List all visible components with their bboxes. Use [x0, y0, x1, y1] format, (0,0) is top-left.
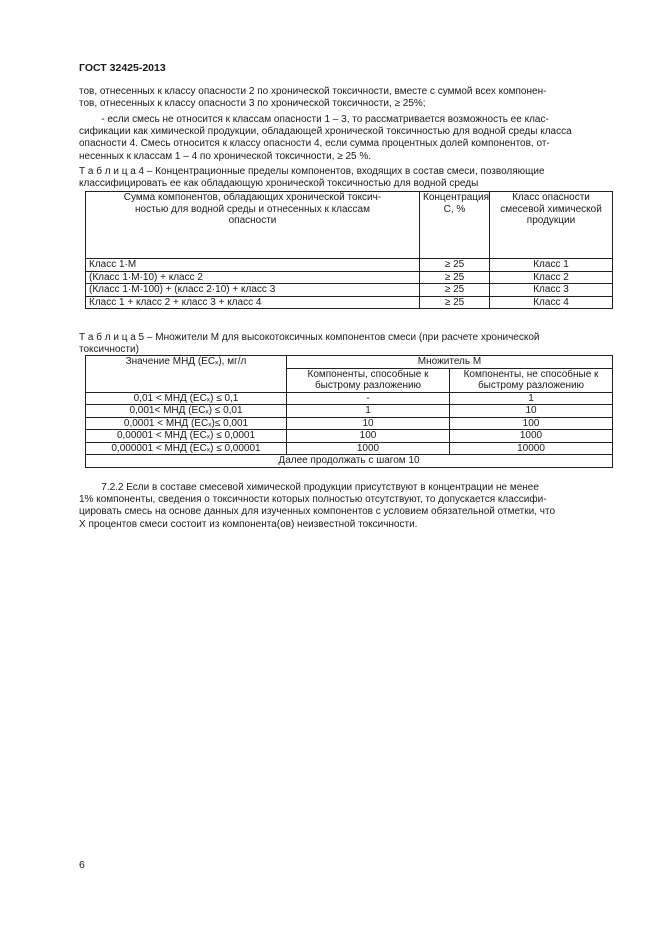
table-cell: Класс 2	[490, 271, 613, 284]
table-cell: 10000	[450, 442, 613, 455]
table4-caption	[79, 166, 545, 190]
text-line: X процентов смеси состоит из компонента(ов) неизвестной токсичности.	[79, 518, 418, 530]
page-number: 6	[79, 859, 85, 871]
document-header: ГОСТ 32425-2013	[79, 62, 166, 74]
table-cell: 0,01 < МНД (ECₓ) ≤ 0,1	[86, 392, 287, 405]
table-row	[86, 442, 613, 455]
table-row	[86, 284, 613, 297]
table-footer: Далее продолжать с шагом 10	[86, 455, 613, 468]
table-cell: 10	[450, 405, 613, 418]
text-line: токсичности)	[79, 344, 139, 356]
table-cell: ≥ 25	[420, 259, 490, 272]
table-cell: Класс 4	[490, 296, 613, 309]
table-cell: 100	[450, 417, 613, 430]
text-line: 7.2.2 Если в составе смесевой химической продукции присутствуют в концентрации не менее	[79, 482, 539, 493]
table-cell: 10	[287, 417, 450, 430]
table-cell: ≥ 25	[420, 271, 490, 284]
text-line: Т а б л и ц а 4 – Концентрационные пределы компонентов, входящих в состав смеси, позволяющие	[79, 166, 545, 177]
table-cell: 0,001< МНД (ECₓ) ≤ 0,01	[86, 405, 287, 418]
table-header: Множитель М	[287, 356, 613, 369]
table-cell: 1	[450, 392, 613, 405]
text-line: тов, отнесенных к классу опасности 2 по хронической токсичности, вместе с суммой всех компонен-	[79, 86, 547, 97]
table-cell: Класс 1	[490, 259, 613, 272]
table-header: Концентрация С, %	[420, 192, 490, 259]
paragraph-2	[79, 114, 572, 163]
table-cell: 0,000001 < МНД (ECₓ) ≤ 0,00001	[86, 442, 287, 455]
table-header: Компоненты, способные к быстрому разложению	[287, 368, 450, 392]
text-line: несенных к классам 1 – 4 по хронической токсичности, ≥ 25 %.	[79, 150, 372, 162]
table-4	[85, 191, 613, 309]
text-line: Т а б л и ц а 5 – Множители М для высокотоксичных компонентов смеси (при расчете хронической	[79, 332, 540, 343]
text-line: 1% компоненты, сведения о токсичности которых полностью отсутствуют, то допускается классифи-	[79, 494, 547, 506]
table-cell: 1	[287, 405, 450, 418]
table-cell: 0,0001 < МНД (ECₓ)≤ 0,001	[86, 417, 287, 430]
table-cell: (Класс 1·М·100) + (класс 2·10) + класс 3	[86, 284, 420, 297]
table-row	[86, 405, 613, 418]
table-cell: 100	[287, 430, 450, 443]
table-cell: Класс 1 + класс 2 + класс 3 + класс 4	[86, 296, 420, 309]
table-header: Сумма компонентов, обладающих хронической токсич- ностью для водной среды и отнесенных к классам опасности	[86, 192, 420, 259]
paragraph-1	[79, 86, 546, 110]
table-cell: (Класс 1·М·10) + класс 2	[86, 271, 420, 284]
table-header: Значение МНД (ECₓ), мг/л	[86, 356, 287, 393]
table-row	[86, 296, 613, 309]
table-cell: Класс 1·М	[86, 259, 420, 272]
table-row	[86, 271, 613, 284]
table-row	[86, 417, 613, 430]
paragraph-3	[79, 482, 555, 531]
table-cell: Класс 3	[490, 284, 613, 297]
text-line: классифицировать ее как обладающую хронической токсичностью для водной среды	[79, 178, 479, 190]
table-row	[86, 430, 613, 443]
table-header: Компоненты, не способные к быстрому разложению	[450, 368, 613, 392]
table-header: Класс опасности смесевой химической продукции	[490, 192, 613, 259]
table-5	[85, 355, 613, 468]
text-line: сификации как химической продукции, обладающей хронической токсичностью для водной среды класса	[79, 126, 572, 138]
table-cell: -	[287, 392, 450, 405]
text-line: тов, отнесенных к классу опасности 3 по хронической токсичности, ≥ 25%;	[79, 98, 426, 110]
table-cell: ≥ 25	[420, 296, 490, 309]
table-row	[86, 392, 613, 405]
table-row	[86, 259, 613, 272]
text-line: - если смесь не относится к классам опасности 1 – 3, то рассматривается возможность ее клас-	[79, 114, 549, 125]
text-line: опасности 4. Смесь относится к классу опасности 4, если сумма процентных долей компонентов, от-	[79, 138, 550, 150]
text-line: цировать смесь на основе данных для изученных компонентов с условием обязательной отметки, что	[79, 506, 556, 518]
table5-caption	[79, 332, 539, 356]
table-cell: ≥ 25	[420, 284, 490, 297]
table-cell: 0,00001 < МНД (ECₓ) ≤ 0,0001	[86, 430, 287, 443]
table-cell: 1000	[450, 430, 613, 443]
table-cell: 1000	[287, 442, 450, 455]
